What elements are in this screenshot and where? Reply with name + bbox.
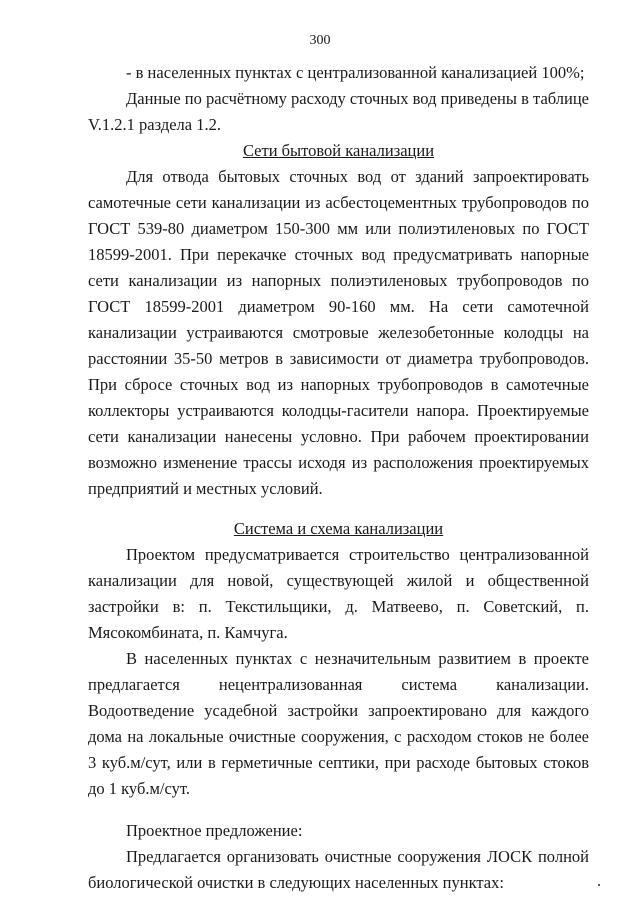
paragraph-wastewater-reference: Данные по расчётному расходу сточных вод приведены в таблице V.1.2.1 раздела 1.2. — [88, 89, 589, 134]
document-body — [88, 60, 589, 896]
paragraph-sewer-networks: Для отвода бытовых сточных вод от зданий запроектировать самотечные сети канализации из асбестоцементных трубопроводов по ГОСТ 539-80 диаметром 150-300 мм или полиэтиленовых по ГОСТ 18599-2001. При перекачке сточных вод предусматривать напорные сети канализации из напорных полиэтиленовых трубопроводов по ГОСТ 18599-2001 диаметром 90-160 мм. На сети самотечной канализации устраиваются смотровые железобетонные колодцы на расстоянии 35-50 метров в зависимости от диаметра трубопроводов. При сбросе сточных вод из напорных трубопроводов в самотечные коллекторы устраиваются колодцы-гасители напора. Проектируемые сети канализации нанесены условно. При рабочем проектировании возможно изменение трассы исходя из расположения проектируемых предприятий и местных условий. — [88, 167, 589, 498]
proposal-label: Проектное предложение: — [126, 821, 303, 840]
section-heading-household-sewer-networks: Сети бытовой канализации — [242, 141, 435, 160]
paragraph-decentralized-sewerage: В населенных пунктах с незначительным развитием в проекте предлагается нецентрализованная система канализации. Водоотведение усадебной застройки запроектировано для каждого дома на локальные очистные сооружения, с расходом стоков не более 3 куб.м/сут, или в герметичные септики, при расходе бытовых стоков до 1 куб.м/сут. — [88, 649, 589, 798]
section-heading-sewer-system-scheme: Система и схема канализации — [233, 519, 444, 538]
scan-speck — [598, 884, 600, 886]
paragraph-centralized-sewerage: Проектом предусматривается строительство централизованной канализации для новой, существующей жилой и общественной застройки в: п. Текстильщики, д. Матвеево, п. Советский, п. Мясокомбината, п. Камчуга. — [88, 545, 589, 642]
list-item-centralized-sewerage: - в населенных пунктах с централизованной канализацией 100%; — [126, 63, 585, 82]
paragraph-proposal: Предлагается организовать очистные сооружения ЛОСК полной биологической очистки в следующих населенных пунктах: — [88, 847, 589, 892]
page-number: 300 — [309, 33, 331, 48]
